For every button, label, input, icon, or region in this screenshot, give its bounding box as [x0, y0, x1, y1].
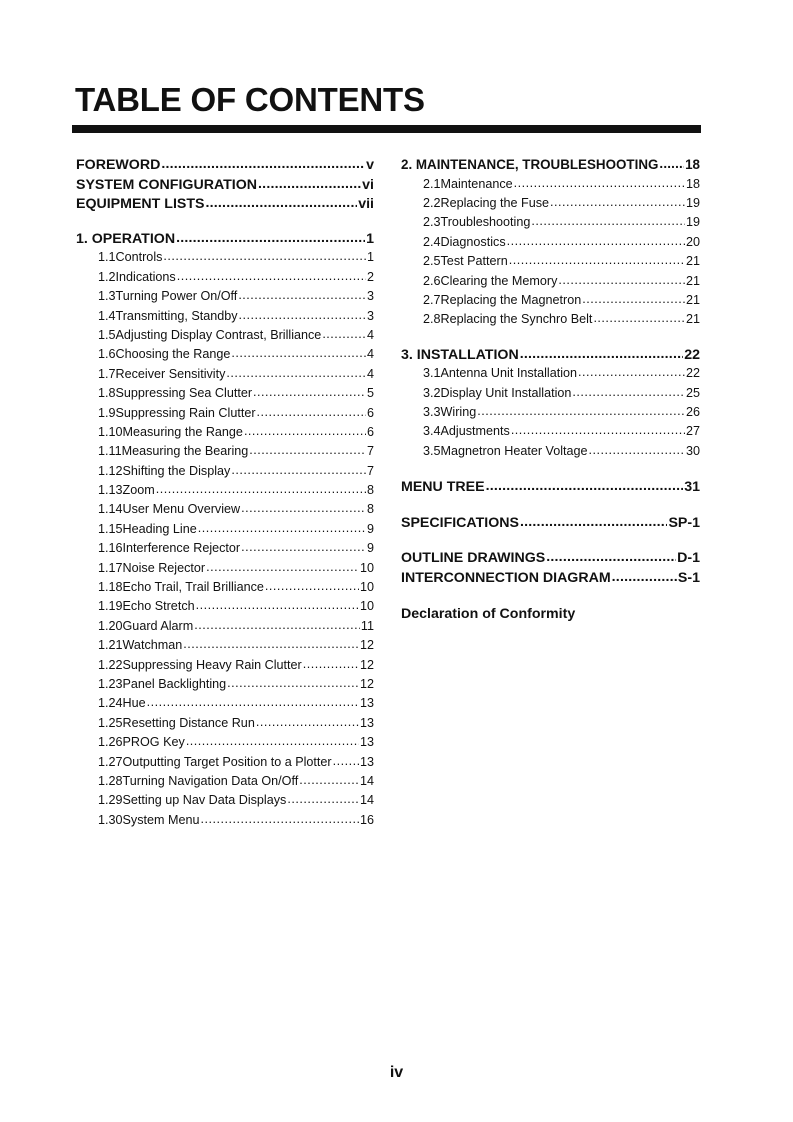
section-title: Replacing the Fuse	[440, 195, 550, 210]
toc-section-entry[interactable]	[401, 215, 700, 234]
section-page: 12	[359, 676, 374, 691]
section-page: 18	[685, 176, 700, 191]
leader-dots	[550, 195, 685, 209]
section-page: 3	[366, 308, 374, 323]
section-title: Hue	[122, 696, 146, 711]
leader-dots	[477, 404, 685, 418]
section-page: 21	[685, 273, 700, 288]
section-page: 11	[360, 618, 374, 633]
leader-dots	[239, 308, 366, 322]
section-page: 9	[366, 541, 374, 556]
leader-dots	[226, 366, 366, 380]
chapter2-items	[401, 177, 700, 332]
leader-dots	[558, 273, 685, 287]
leader-dots	[231, 346, 366, 360]
section-number: 1.25	[98, 715, 123, 730]
section-title: Transmitting, Standby	[115, 308, 238, 323]
section-number: 1.2	[98, 269, 116, 284]
leader-dots	[196, 598, 359, 612]
leader-dots	[249, 443, 366, 457]
section-number: 2.3	[423, 215, 441, 230]
section-title: Turning Navigation Data On/Off	[122, 773, 299, 788]
section-title: Outputting Target Position to a Plotter	[122, 754, 332, 769]
chapter1-items	[76, 250, 374, 832]
leader-dots	[201, 812, 359, 826]
leader-dots	[582, 292, 685, 306]
section-number: 1.6	[98, 347, 116, 362]
leader-dots	[163, 249, 366, 263]
section-title: Resetting Distance Run	[122, 715, 255, 730]
section-number: 1.9	[98, 405, 116, 420]
section-page: 8	[366, 483, 374, 498]
leader-dots	[531, 214, 685, 228]
toc-section-entry[interactable]	[401, 366, 700, 385]
section-page: 10	[359, 560, 374, 575]
section-number: 1.30	[98, 812, 123, 827]
toc-section-entry[interactable]	[76, 483, 374, 502]
toc-section-entry[interactable]	[401, 312, 700, 331]
page-number: iv	[389, 1064, 404, 1081]
section-number: 1.15	[98, 521, 123, 536]
leader-dots	[572, 385, 685, 399]
section-title: Shifting the Display	[122, 463, 231, 478]
leader-dots	[244, 424, 366, 438]
leader-dots	[241, 501, 366, 515]
section-number: 3.3	[423, 405, 441, 420]
section-page: 8	[366, 502, 374, 517]
section-number: 2.8	[423, 312, 441, 327]
section-title: Display Unit Installation	[440, 385, 572, 400]
section-page: 14	[359, 793, 374, 808]
section-number: 2.2	[423, 195, 441, 210]
section-title: Adjustments	[440, 424, 510, 439]
leader-dots	[578, 365, 685, 379]
section-number: 2.1	[423, 176, 441, 191]
toc-section-entry[interactable]	[401, 405, 700, 424]
section-title: Panel Backlighting	[122, 676, 227, 691]
section-title: Noise Rejector	[122, 560, 206, 575]
section-page: 10	[359, 599, 374, 614]
toc-section-entry[interactable]	[76, 599, 374, 618]
section-page: 13	[359, 715, 374, 730]
toc-entry-foreword[interactable]: FOREWORD ..... v	[76, 157, 374, 177]
toc-entry-specifications[interactable]: SPECIFICATIONS ..... SP-1	[401, 515, 700, 535]
toc-chapter-maintenance[interactable]: 2. MAINTENANCE, TROUBLESHOOTING ..... 18	[401, 157, 700, 177]
leader-dots	[147, 695, 359, 709]
section-title: Wiring	[440, 405, 477, 420]
toc-section-entry[interactable]	[76, 406, 374, 425]
section-page: 13	[359, 696, 374, 711]
toc-section-entry[interactable]	[76, 386, 374, 405]
toc-entry-declaration[interactable]: Declaration of Conformity	[401, 605, 576, 622]
section-title: Choosing the Range	[115, 347, 231, 362]
chapter3-items	[401, 366, 700, 463]
toc-section-entry[interactable]	[76, 755, 374, 774]
page-title: TABLE OF CONTENTS	[75, 81, 425, 118]
toc-left-column	[76, 157, 374, 832]
toc-chapter-installation[interactable]: 3. INSTALLATION ..... 22	[401, 347, 700, 367]
toc-section-entry[interactable]	[76, 328, 374, 347]
section-page: 4	[366, 366, 374, 381]
section-title: Measuring the Range	[122, 424, 243, 439]
section-number: 1.11	[98, 444, 122, 459]
toc-section-entry[interactable]	[76, 444, 374, 463]
toc-section-entry[interactable]	[401, 196, 700, 215]
section-page: 6	[366, 405, 374, 420]
section-number: 1.28	[98, 773, 123, 788]
section-number: 1.17	[98, 560, 123, 575]
leader-dots	[511, 423, 685, 437]
leader-dots	[322, 327, 366, 341]
section-title: Adjusting Display Contrast, Brilliance	[115, 327, 322, 342]
section-number: 1.27	[98, 754, 123, 769]
leader-dots	[241, 540, 366, 554]
section-number: 1.4	[98, 308, 116, 323]
leader-dots	[287, 792, 359, 806]
section-title: Measuring the Bearing	[121, 444, 249, 459]
leader-dots	[257, 405, 366, 419]
section-title: Test Pattern	[440, 254, 508, 269]
section-number: 1.16	[98, 541, 123, 556]
section-title: Receiver Sensitivity	[115, 366, 226, 381]
section-number: 1.24	[98, 696, 123, 711]
section-number: 1.3	[98, 289, 116, 304]
leader-dots	[589, 443, 685, 457]
section-number: 1.21	[98, 638, 123, 653]
section-page: 7	[366, 463, 374, 478]
toc-section-entry[interactable]	[76, 289, 374, 308]
section-title: Suppressing Rain Clutter	[115, 405, 256, 420]
section-title: PROG Key	[122, 735, 185, 750]
toc-entry-outline-drawings[interactable]: OUTLINE DRAWINGS ..... D-1	[401, 550, 700, 570]
section-number: 1.5	[98, 327, 116, 342]
section-title: Diagnostics	[440, 234, 506, 249]
section-number: 1.8	[98, 386, 116, 401]
toc-section-entry[interactable]	[76, 250, 374, 269]
leader-dots	[206, 560, 359, 574]
section-page: 25	[685, 385, 700, 400]
leader-dots	[231, 463, 366, 477]
section-number: 1.20	[98, 618, 123, 633]
leader-dots	[333, 754, 359, 768]
toc-entry-equipment-lists[interactable]: EQUIPMENT LISTS ..... vii	[76, 196, 374, 216]
section-title: Heading Line	[122, 521, 197, 536]
section-number: 1.29	[98, 793, 123, 808]
section-page: 1	[366, 250, 374, 265]
toc-section-entry[interactable]	[401, 274, 700, 293]
toc-section-entry[interactable]	[76, 813, 374, 832]
leader-dots	[593, 311, 685, 325]
section-page: 5	[366, 386, 374, 401]
toc-section-entry[interactable]	[76, 522, 374, 541]
section-page: 7	[366, 444, 374, 459]
leader-dots	[514, 176, 685, 190]
section-title: Troubleshooting	[440, 215, 531, 230]
section-page: 19	[685, 195, 700, 210]
section-page: 21	[685, 254, 700, 269]
section-page: 27	[685, 424, 700, 439]
section-page: 9	[366, 521, 374, 536]
section-page: 14	[359, 773, 374, 788]
toc-section-entry[interactable]	[401, 293, 700, 312]
leader-dots	[177, 269, 366, 283]
toc-section-entry[interactable]	[401, 424, 700, 443]
toc-section-entry[interactable]	[76, 425, 374, 444]
section-title: Interference Rejector	[122, 541, 241, 556]
leader-dots	[299, 773, 359, 787]
leader-dots	[238, 288, 366, 302]
toc-section-entry[interactable]	[76, 638, 374, 657]
toc-section-entry[interactable]	[76, 735, 374, 754]
section-number: 1.14	[98, 502, 123, 517]
section-number: 3.2	[423, 385, 441, 400]
toc-section-entry[interactable]	[76, 716, 374, 735]
toc-entry-menu-tree[interactable]: MENU TREE ..... 31	[401, 479, 700, 499]
section-page: 19	[685, 215, 700, 230]
section-number: 1.1	[98, 250, 116, 265]
section-number: 2.5	[423, 254, 441, 269]
toc-section-entry[interactable]	[401, 177, 700, 196]
section-title: Antenna Unit Installation	[440, 366, 578, 381]
leader-dots	[194, 618, 360, 632]
section-page: 4	[366, 347, 374, 362]
section-number: 2.7	[423, 292, 441, 307]
toc-section-entry[interactable]	[76, 347, 374, 366]
section-page: 2	[366, 269, 374, 284]
toc-section-entry[interactable]	[76, 541, 374, 560]
section-title: Turning Power On/Off	[115, 289, 238, 304]
section-number: 3.1	[423, 366, 441, 381]
toc-section-entry[interactable]	[76, 619, 374, 638]
section-number: 1.10	[98, 424, 123, 439]
section-title: Suppressing Heavy Rain Clutter	[122, 657, 302, 672]
section-number: 2.4	[423, 234, 441, 249]
section-title: Setting up Nav Data Displays	[122, 793, 287, 808]
leader-dots	[303, 657, 359, 671]
section-page: 22	[685, 366, 700, 381]
toc-entry-system-configuration[interactable]: SYSTEM CONFIGURATION ..... vi	[76, 177, 374, 197]
toc-section-entry[interactable]	[76, 309, 374, 328]
leader-dots	[507, 234, 685, 248]
section-number: 1.26	[98, 735, 123, 750]
section-page: 13	[359, 735, 374, 750]
toc-entry-interconnection-diagram[interactable]: INTERCONNECTION DIAGRAM ..... S-1	[401, 570, 700, 590]
section-title: Clearing the Memory	[440, 273, 558, 288]
section-page: 26	[685, 405, 700, 420]
section-title: Replacing the Magnetron	[440, 292, 582, 307]
toc-section-entry[interactable]	[76, 774, 374, 793]
leader-dots	[183, 637, 359, 651]
leader-dots	[227, 676, 359, 690]
toc-section-entry[interactable]	[401, 235, 700, 254]
toc-section-entry[interactable]	[76, 502, 374, 521]
toc-section-entry[interactable]	[76, 561, 374, 580]
section-title: Controls	[115, 250, 163, 265]
toc-section-entry[interactable]	[76, 464, 374, 483]
toc-section-entry[interactable]	[76, 696, 374, 715]
section-title: Magnetron Heater Voltage	[440, 443, 588, 458]
section-number: 2.6	[423, 273, 441, 288]
section-number: 1.12	[98, 463, 123, 478]
section-number: 3.4	[423, 424, 441, 439]
toc-section-entry[interactable]	[401, 386, 700, 405]
section-page: 4	[366, 327, 374, 342]
section-title: Zoom	[122, 483, 155, 498]
section-number: 1.19	[98, 599, 123, 614]
leader-dots	[186, 734, 359, 748]
leader-dots	[265, 579, 359, 593]
section-title: System Menu	[122, 812, 200, 827]
section-number: 1.22	[98, 657, 123, 672]
leader-dots	[253, 385, 366, 399]
toc-section-entry[interactable]	[401, 254, 700, 273]
section-page: 30	[685, 443, 700, 458]
toc-section-entry[interactable]	[401, 444, 700, 463]
section-title: Suppressing Sea Clutter	[115, 386, 253, 401]
section-page: 13	[359, 754, 374, 769]
toc-section-entry[interactable]	[76, 793, 374, 812]
leader-dots	[156, 482, 366, 496]
toc-section-entry[interactable]	[76, 270, 374, 289]
toc-section-entry[interactable]	[76, 367, 374, 386]
toc-section-entry[interactable]	[76, 677, 374, 696]
section-number: 3.5	[423, 443, 441, 458]
toc-right-column	[401, 157, 700, 626]
section-title: Replacing the Synchro Belt	[440, 312, 593, 327]
toc-section-entry[interactable]	[76, 580, 374, 599]
section-title: Echo Trail, Trail Brilliance	[122, 580, 264, 595]
section-page: 16	[359, 812, 374, 827]
section-page: 12	[359, 638, 374, 653]
leader-dots	[509, 253, 685, 267]
section-number: 1.18	[98, 580, 123, 595]
toc-section-entry[interactable]	[76, 658, 374, 677]
section-title: Maintenance	[440, 176, 513, 191]
section-page: 6	[366, 424, 374, 439]
section-title: Guard Alarm	[122, 618, 194, 633]
section-title: Echo Stretch	[122, 599, 195, 614]
section-number: 1.23	[98, 676, 123, 691]
section-page: 3	[366, 289, 374, 304]
section-number: 1.13	[98, 483, 123, 498]
leader-dots	[198, 521, 366, 535]
toc-chapter-operation[interactable]: 1. OPERATION ..... 1	[76, 231, 374, 251]
section-title: Indications	[115, 269, 176, 284]
section-page: 12	[359, 657, 374, 672]
section-number: 1.7	[98, 366, 116, 381]
leader-dots	[256, 715, 359, 729]
section-page: 10	[359, 580, 374, 595]
title-rule	[72, 125, 701, 133]
section-page: 21	[685, 312, 700, 327]
section-page: 21	[685, 292, 700, 307]
section-title: Watchman	[122, 638, 183, 653]
section-title: User Menu Overview	[122, 502, 241, 517]
section-page: 20	[685, 234, 700, 249]
